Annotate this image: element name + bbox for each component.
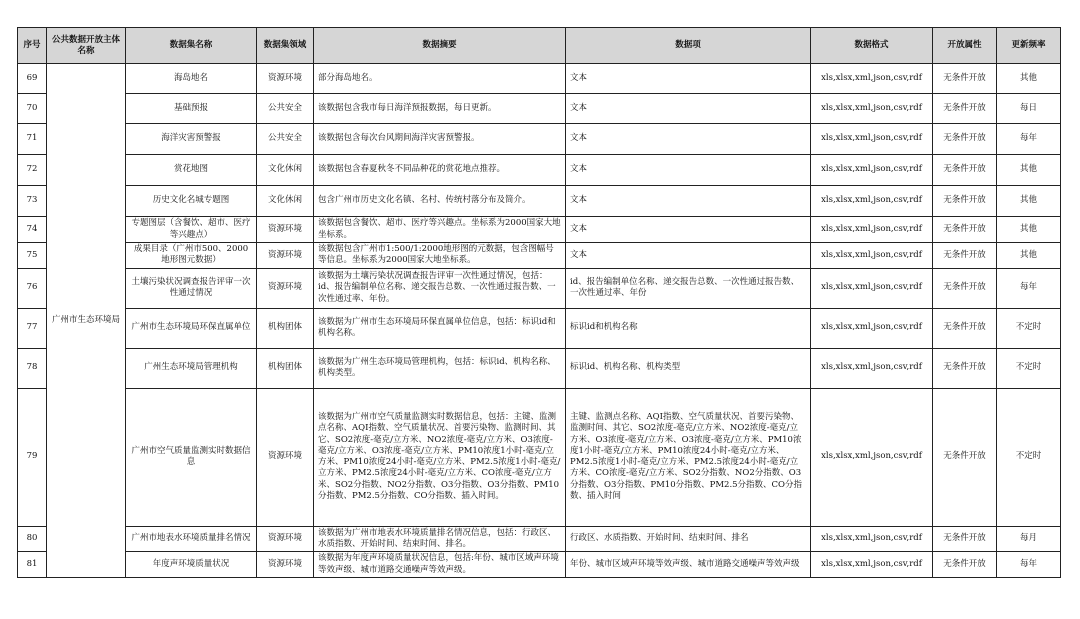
- row-summary: 包含广州市历史文化名镇、名村、传统村落分布及简介。: [314, 186, 566, 217]
- header-summary: 数据摘要: [314, 28, 566, 64]
- row-name: 广州市生态环境局环保直属单位: [126, 308, 257, 348]
- table-row: [18, 308, 1061, 348]
- row-open: 无条件开放: [933, 388, 997, 526]
- row-format: xls,xlsx,xml,json,csv,rdf: [811, 64, 933, 94]
- header-domain: 数据集领域: [257, 28, 314, 64]
- row-name: 土壤污染状况调查报告评审一次性通过情况: [126, 268, 257, 308]
- row-items: 标识id和机构名称: [566, 308, 811, 348]
- row-open: 无条件开放: [933, 308, 997, 348]
- table-row: [18, 94, 1061, 124]
- row-domain: 资源环境: [257, 64, 314, 94]
- row-items: 文本: [566, 186, 811, 217]
- header-dataset-name: 数据集名称: [126, 28, 257, 64]
- row-no: 78: [18, 348, 47, 388]
- table-row: [18, 155, 1061, 186]
- row-open: 无条件开放: [933, 124, 997, 155]
- table-row: [18, 217, 1061, 243]
- row-frequency: 其他: [997, 243, 1061, 269]
- row-items: 年份、城市区域声环境等效声级、城市道路交通噪声等效声级: [566, 552, 811, 578]
- row-items: 标识id、机构名称、机构类型: [566, 348, 811, 388]
- row-format: xls,xlsx,xml,json,csv,rdf: [811, 308, 933, 348]
- row-name: 海洋灾害预警报: [126, 124, 257, 155]
- row-open: 无条件开放: [933, 94, 997, 124]
- row-summary: 该数据包含餐饮、超市、医疗等兴趣点。坐标系为2000国家大地坐标系。: [314, 217, 566, 243]
- row-frequency: 其他: [997, 217, 1061, 243]
- table-row: [18, 243, 1061, 269]
- row-summary: 该数据包含春夏秋冬不同品种花的赏花地点推荐。: [314, 155, 566, 186]
- header-row: [18, 28, 1061, 64]
- row-frequency: 每日: [997, 94, 1061, 124]
- row-name: 广州生态环境局管理机构: [126, 348, 257, 388]
- row-domain: 资源环境: [257, 268, 314, 308]
- row-frequency: 每年: [997, 552, 1061, 578]
- row-domain: 机构团体: [257, 308, 314, 348]
- row-no: 81: [18, 552, 47, 578]
- row-no: 76: [18, 268, 47, 308]
- row-summary: 该数据包含每次台风期间海洋灾害预警报。: [314, 124, 566, 155]
- row-frequency: 不定时: [997, 348, 1061, 388]
- header-owner: 公共数据开放主体名称: [47, 28, 126, 64]
- row-domain: 文化休闲: [257, 186, 314, 217]
- row-no: 77: [18, 308, 47, 348]
- row-no: 70: [18, 94, 47, 124]
- row-open: 无条件开放: [933, 348, 997, 388]
- row-domain: 公共安全: [257, 124, 314, 155]
- row-open: 无条件开放: [933, 552, 997, 578]
- row-domain: 资源环境: [257, 526, 314, 552]
- row-open: 无条件开放: [933, 243, 997, 269]
- row-format: xls,xlsx,xml,json,csv,rdf: [811, 94, 933, 124]
- row-no: 71: [18, 124, 47, 155]
- row-summary: 该数据为广州生态环境局管理机构，包括：标识id、机构名称、机构类型。: [314, 348, 566, 388]
- row-summary: 该数据为广州市地表水环境质量排名情况信息，包括：行政区、水质指数、开始时间、结束时间、排名。: [314, 526, 566, 552]
- table-row: [18, 124, 1061, 155]
- row-domain: 资源环境: [257, 552, 314, 578]
- row-items: 文本: [566, 64, 811, 94]
- row-summary: 该数据为土壤污染状况调查报告评审一次性通过情况，包括：id、报告编制单位名称、递交报告总数、一次性通过报告数、一次性通过率、年份。: [314, 268, 566, 308]
- row-no: 73: [18, 186, 47, 217]
- row-frequency: 每年: [997, 124, 1061, 155]
- table-row: [18, 552, 1061, 578]
- row-format: xls,xlsx,xml,json,csv,rdf: [811, 217, 933, 243]
- row-domain: 资源环境: [257, 217, 314, 243]
- row-open: 无条件开放: [933, 186, 997, 217]
- row-no: 69: [18, 64, 47, 94]
- row-open: 无条件开放: [933, 217, 997, 243]
- header-format: 数据格式: [811, 28, 933, 64]
- table-row: [18, 526, 1061, 552]
- row-items: 文本: [566, 124, 811, 155]
- row-format: xls,xlsx,xml,json,csv,rdf: [811, 243, 933, 269]
- row-domain: 文化休闲: [257, 155, 314, 186]
- row-no: 79: [18, 388, 47, 526]
- row-name: 海岛地名: [126, 64, 257, 94]
- row-name: 广州市空气质量监测实时数据信息: [126, 388, 257, 526]
- row-open: 无条件开放: [933, 526, 997, 552]
- row-no: 74: [18, 217, 47, 243]
- row-format: xls,xlsx,xml,json,csv,rdf: [811, 186, 933, 217]
- row-items: 文本: [566, 94, 811, 124]
- row-frequency: 不定时: [997, 308, 1061, 348]
- row-domain: 公共安全: [257, 94, 314, 124]
- row-name: 基础预报: [126, 94, 257, 124]
- row-items: 文本: [566, 243, 811, 269]
- row-no: 80: [18, 526, 47, 552]
- row-items: 文本: [566, 155, 811, 186]
- row-open: 无条件开放: [933, 268, 997, 308]
- row-no: 72: [18, 155, 47, 186]
- data-catalog-table: [17, 27, 1061, 578]
- row-no: 75: [18, 243, 47, 269]
- table-row: [18, 64, 1061, 94]
- row-items: 行政区、水质指数、开始时间、结束时间、排名: [566, 526, 811, 552]
- row-format: xls,xlsx,xml,json,csv,rdf: [811, 155, 933, 186]
- header-open: 开放属性: [933, 28, 997, 64]
- row-format: xls,xlsx,xml,json,csv,rdf: [811, 526, 933, 552]
- row-name: 广州市地表水环境质量排名情况: [126, 526, 257, 552]
- table-row: [18, 348, 1061, 388]
- row-open: 无条件开放: [933, 64, 997, 94]
- header-frequency: 更新频率: [997, 28, 1061, 64]
- row-frequency: 其他: [997, 64, 1061, 94]
- row-name: 赏花地图: [126, 155, 257, 186]
- row-summary: 部分海岛地名。: [314, 64, 566, 94]
- row-name: 历史文化名城专题图: [126, 186, 257, 217]
- row-frequency: 其他: [997, 186, 1061, 217]
- row-summary: 该数据为广州市空气质量监测实时数据信息，包括：主键、监测点名称、AQI指数、空气质量状况、首要污染物、监测时间、其它、SO2浓度-毫克/立方米、NO2浓度-毫克/立方米、O3浓度-毫克/立方米、O3浓度-毫克/立方米、PM10浓度1小时-毫克/立方米、PM10浓度24小时-毫克/立方米、PM2.5浓度1小时-毫克/立方米、PM2.5浓度24小时-毫克/立方米、CO浓度-毫克/立方米、SO2分指数、NO2分指数、O3分指数、O3分指数、PM10分指数、PM2.5分指数、CO分指数、插入时间。: [314, 388, 566, 526]
- row-name: 专题图层（含餐饮、超市、医疗等兴趣点）: [126, 217, 257, 243]
- header-items: 数据项: [566, 28, 811, 64]
- row-summary: 该数据包含广州市1:500/1:2000地形图的元数据，包含图幅号等信息。坐标系为2000国家大地坐标系。: [314, 243, 566, 269]
- row-summary: 该数据包含我市每日海洋预报数据，每日更新。: [314, 94, 566, 124]
- header-no: 序号: [18, 28, 47, 64]
- row-items: 文本: [566, 217, 811, 243]
- row-domain: 机构团体: [257, 348, 314, 388]
- row-domain: 资源环境: [257, 243, 314, 269]
- row-format: xls,xlsx,xml,json,csv,rdf: [811, 348, 933, 388]
- row-format: xls,xlsx,xml,json,csv,rdf: [811, 268, 933, 308]
- row-format: xls,xlsx,xml,json,csv,rdf: [811, 388, 933, 526]
- row-frequency: 每月: [997, 526, 1061, 552]
- row-domain: 资源环境: [257, 388, 314, 526]
- row-frequency: 每年: [997, 268, 1061, 308]
- row-open: 无条件开放: [933, 155, 997, 186]
- table-row: [18, 388, 1061, 526]
- row-name: 成果目录（广州市500、2000地形图元数据）: [126, 243, 257, 269]
- row-format: xls,xlsx,xml,json,csv,rdf: [811, 124, 933, 155]
- row-name: 年度声环境质量状况: [126, 552, 257, 578]
- table-row: [18, 268, 1061, 308]
- row-format: xls,xlsx,xml,json,csv,rdf: [811, 552, 933, 578]
- owner-cell: 广州市生态环境局: [47, 64, 126, 578]
- row-summary: 该数据为年度声环境质量状况信息，包括:年份、城市区域声环境等效声级、城市道路交通噪声等效声级。: [314, 552, 566, 578]
- row-frequency: 其他: [997, 155, 1061, 186]
- row-summary: 该数据为广州市生态环境局环保直属单位信息，包括：标识id和机构名称。: [314, 308, 566, 348]
- row-items: id、报告编制单位名称、递交报告总数、一次性通过报告数、一次性通过率、年份: [566, 268, 811, 308]
- row-items: 主键、监测点名称、AQI指数、空气质量状况、首要污染物、监测时间、其它、SO2浓度-毫克/立方米、NO2浓度-毫克/立方米、O3浓度-毫克/立方米、O3浓度-毫克/立方米、PM10浓度1小时-毫克/立方米、PM10浓度24小时-毫克/立方米、PM2.5浓度1小时-毫克/立方米、PM2.5浓度24小时-毫克/立方米、CO浓度-毫克/立方米、SO2分指数、NO2分指数、O3分指数、O3分指数、PM10分指数、PM2.5分指数、CO分指数、插入时间: [566, 388, 811, 526]
- row-frequency: 不定时: [997, 388, 1061, 526]
- table-row: [18, 186, 1061, 217]
